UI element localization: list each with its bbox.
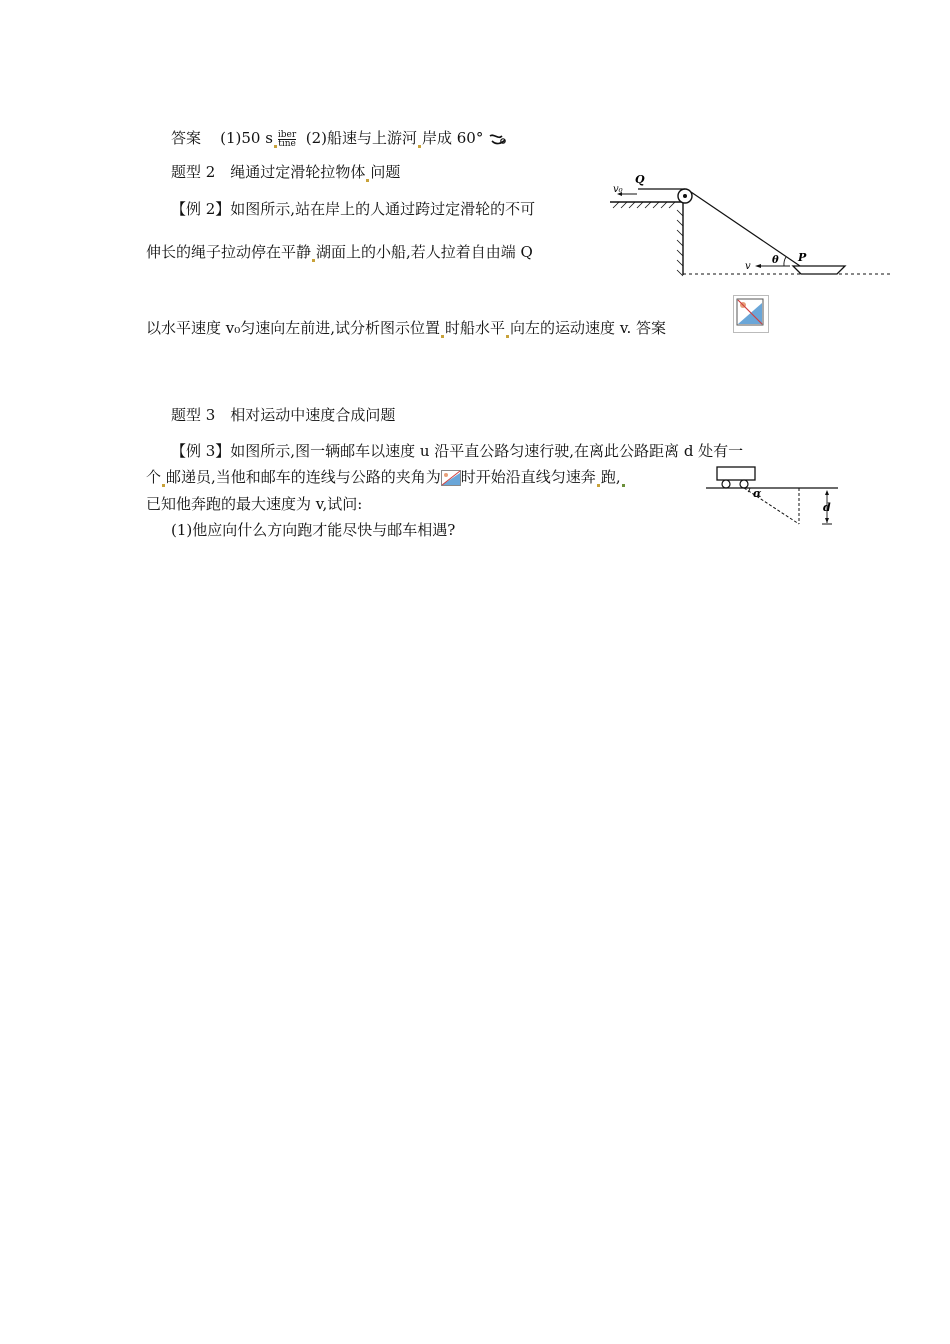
figure2-diagram xyxy=(605,170,895,282)
answer-part2: (2)船速与上游河 xyxy=(305,129,417,147)
label-q: Q xyxy=(635,173,645,186)
mark-dot xyxy=(597,484,600,487)
mark-dot xyxy=(622,484,625,487)
mark-dot xyxy=(366,179,369,182)
example2-line1: 【例 2】如图所示,站在岸上的人通过跨过定滑轮的不可 xyxy=(171,200,536,218)
answer-line xyxy=(171,128,508,148)
example2-line3a: 以水平速度 v₀匀速向左前进,试分析图示位置 xyxy=(146,319,441,337)
example2-line2 xyxy=(146,242,533,262)
example3-line2d: 跑, xyxy=(600,468,621,486)
example2-line2a: 伸长的绳子拉动停在平静 xyxy=(146,243,312,261)
example3-line4: (1)他应向什么方向跑才能尽快与邮车相遇? xyxy=(171,521,456,539)
example2-line2b: 湖面上的小船,若人拉着自由端 Q xyxy=(316,243,533,261)
mail-truck xyxy=(717,467,755,480)
example3-line2a: 个 xyxy=(146,468,162,486)
answer-fraction xyxy=(278,131,296,148)
mark-dot xyxy=(418,145,421,148)
type3-title: 题型 3 相对运动中速度合成问题 xyxy=(171,406,396,424)
boat xyxy=(793,266,845,274)
mark-dot xyxy=(162,484,165,487)
answer-label: 答案 xyxy=(171,129,202,147)
example3-line2 xyxy=(146,467,626,487)
example2-line3c: 向左的运动速度 v. 答案 xyxy=(510,319,667,337)
label-theta: θ xyxy=(772,255,779,266)
example3-line2b: 邮递员,当他和邮车的连线与公路的夹角为 xyxy=(166,468,441,486)
scribble-icon xyxy=(488,132,508,146)
example3-line2c: 时开始沿直线匀速奔 xyxy=(460,468,596,486)
image-placeholder-icon xyxy=(733,295,769,333)
fraction-bottom: tine xyxy=(278,138,296,149)
type2-title: 题型 2 绳通过定滑轮拉物体 xyxy=(171,163,366,181)
label-v: v xyxy=(745,261,751,272)
fraction-top: iber xyxy=(277,129,297,140)
angle-image-placeholder-icon xyxy=(441,470,461,486)
example2-line3 xyxy=(146,318,666,338)
example3-line3: 已知他奔跑的最大速度为 v,试问: xyxy=(146,495,363,513)
mark-dot xyxy=(312,259,315,262)
mark-dot xyxy=(441,335,444,338)
label-alpha: α xyxy=(753,487,762,500)
answer-part1: (1)50 s xyxy=(220,129,273,147)
example3-line1: 【例 3】如图所示,图一辆邮车以速度 u 沿平直公路匀速行驶,在离此公路距离 d 处有一 xyxy=(171,442,744,460)
label-v0: v₀ xyxy=(613,184,623,195)
mark-dot xyxy=(274,145,277,148)
label-p: P xyxy=(798,251,807,264)
example2-line3b: 时船水平 xyxy=(445,319,506,337)
type2-title-tail: 问题 xyxy=(370,163,401,181)
mark-dot xyxy=(506,335,509,338)
label-d: d xyxy=(823,501,831,514)
answer-part3: 岸成 60° xyxy=(421,129,484,147)
type2-heading xyxy=(171,162,400,182)
figure3-diagram xyxy=(703,463,843,529)
